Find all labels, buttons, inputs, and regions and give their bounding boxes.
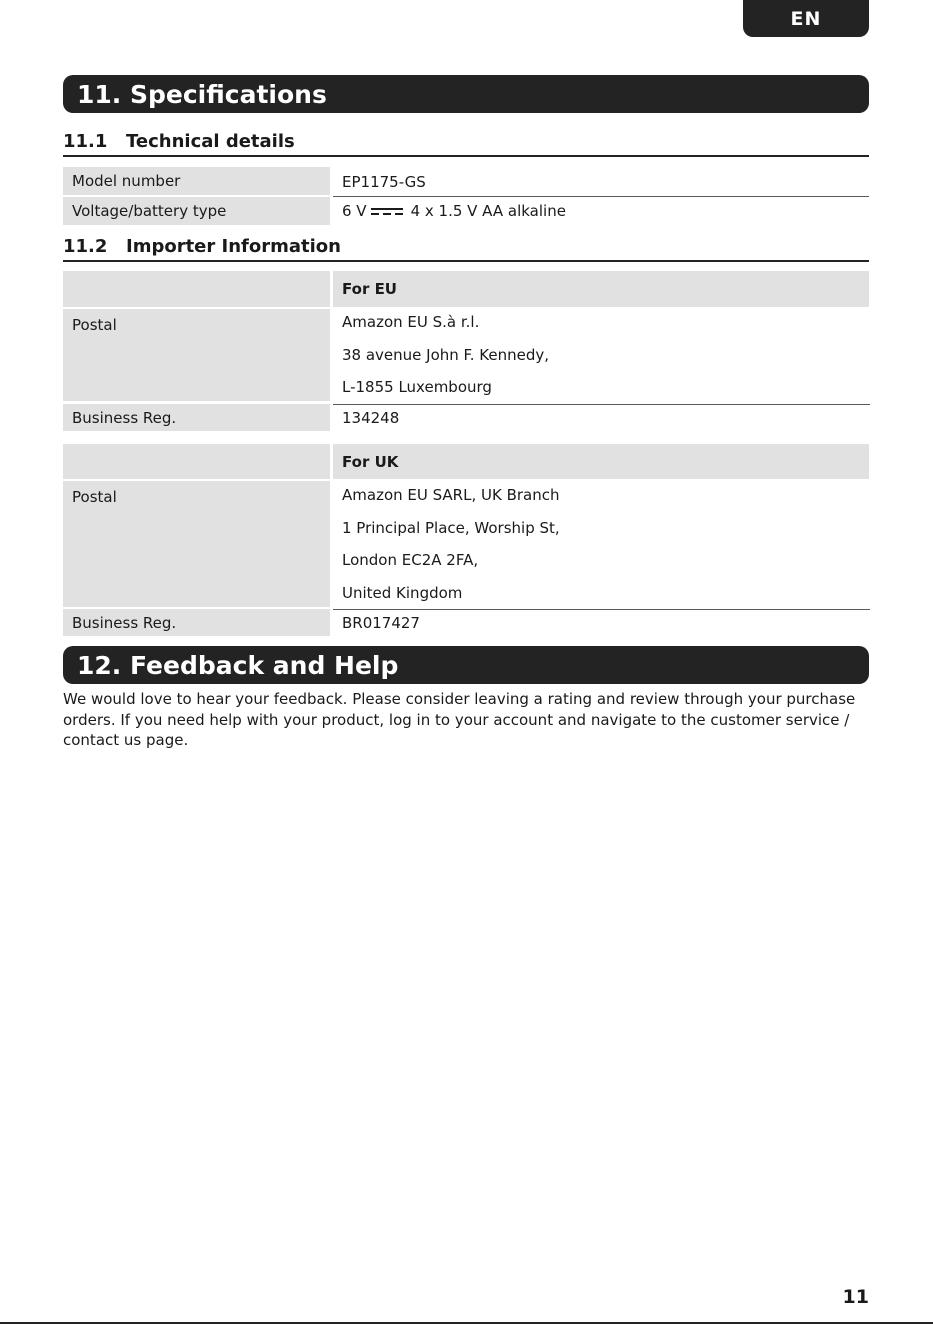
eu-postal-address [333,306,870,405]
section-title-feedback: 12. Feedback and Help [63,646,869,684]
address-line: Amazon EU S.à r.l. [342,313,480,331]
address-line: L-1855 Luxembourg [342,378,492,396]
page-number: 11 [842,1286,869,1308]
subheading-number: 11.2 [63,236,108,257]
uk-business-reg-label: Business Reg. [63,609,330,636]
voltage-prefix: 6 V [342,202,367,220]
section-title-specifications: 11. Specifications [63,75,869,113]
uk-postal-address [333,479,870,610]
voltage-battery: 4 x 1.5 V AA alkaline [410,202,566,220]
voltage-value [333,197,869,225]
uk-header: For UK [333,444,869,479]
feedback-paragraph: We would love to hear your feedback. Please consider leaving a rating and review through your purchase orders. If you need help with your product, log in to your account and navigate to the customer service / contact us page. [63,690,856,749]
eu-business-reg-value: 134248 [342,408,400,427]
address-line: 38 avenue John F. Kennedy, [342,345,550,364]
eu-postal-label: Postal [63,309,330,401]
direct-current-icon [371,206,403,216]
address-line: United Kingdom [342,583,463,602]
address-line: Amazon EU SARL, UK Branch [342,486,560,504]
model-number-value: EP1175-GS [333,167,869,197]
subheading-title: Technical details [126,131,295,152]
subheading-number: 11.1 [63,131,108,152]
uk-business-reg-value: BR017427 [342,613,420,632]
eu-header: For EU [333,271,869,307]
voltage-label: Voltage/battery type [63,197,330,225]
language-tab: EN [743,0,869,37]
subheading-technical-details [63,131,869,157]
subheading-importer-information [63,236,869,262]
model-number-label: Model number [63,167,330,195]
address-line: London EC2A 2FA, [342,551,479,569]
eu-business-reg-label: Business Reg. [63,404,330,431]
uk-postal-label: Postal [63,481,330,607]
address-line: 1 Principal Place, Worship St, [342,518,560,537]
eu-header-blank [63,271,330,307]
subheading-title: Importer Information [126,236,341,257]
uk-header-blank [63,444,330,479]
